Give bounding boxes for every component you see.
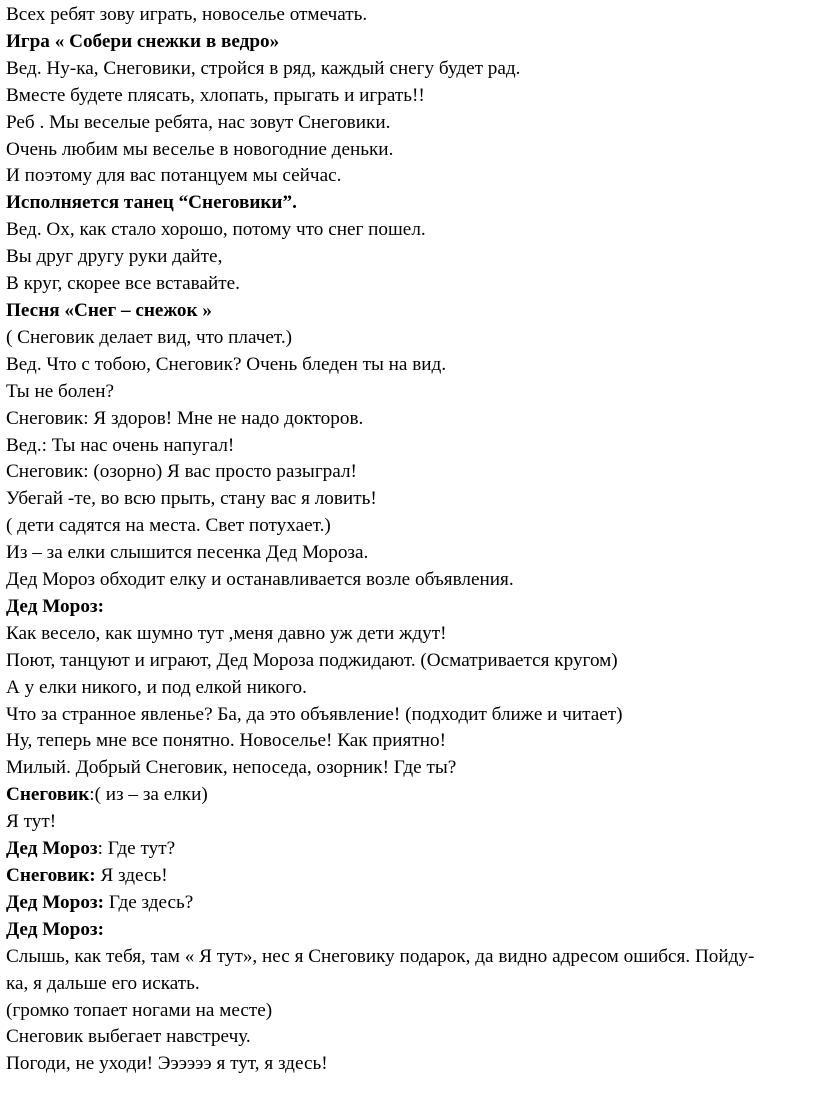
- text-line: Вед. Ох, как стало хорошо, потому что снег пошел.: [6, 219, 426, 241]
- dialogue-line: Снеговик:( из – за елки): [6, 784, 208, 806]
- speaker-name: Снеговик: [6, 784, 90, 806]
- text-line: Снеговик: Я здоров! Мне не надо докторов.: [6, 407, 364, 429]
- text-line: Слышь, как тебя, там « Я тут», нес я Снеговику подарок, да видно адресом ошибся. Пойду-: [6, 945, 755, 967]
- speaker-heading: Дед Мороз:: [6, 595, 105, 617]
- text-line: Реб . Мы веселые ребята, нас зовут Снеговики.: [6, 111, 391, 133]
- text-line: ка, я дальше его искать.: [6, 972, 200, 994]
- text-line: Милый. Добрый Снеговик, непоседа, озорник! Где ты?: [6, 757, 457, 779]
- section-heading: Игра « Собери снежки в ведро»: [6, 30, 280, 52]
- text-line: Снеговик выбегает навстречу.: [6, 1026, 251, 1048]
- speaker-name: Дед Мороз:: [6, 891, 105, 913]
- dialogue-line: Дед Мороз: Где здесь?: [6, 891, 194, 913]
- dialogue-line: Дед Мороз: Где тут?: [6, 838, 176, 860]
- text-line: Погоди, не уходи! Ээээээ я тут, я здесь!: [6, 1053, 328, 1075]
- text-line: Поют, танцуют и играют, Дед Мороза поджидают. (Осматривается кругом): [6, 649, 618, 671]
- dialogue-line: Снеговик: Я здесь!: [6, 865, 168, 886]
- speaker-heading: Дед Мороз:: [6, 918, 105, 940]
- text-line: Вместе будете плясать, хлопать, прыгать и играть!!: [6, 84, 425, 106]
- text-line: Очень любим мы веселье в новогодние деньки.: [6, 138, 394, 160]
- stage-direction: ( дети садятся на места. Свет потухает.): [6, 515, 331, 537]
- text-line: Ты не болен?: [6, 380, 115, 402]
- text-line: Из – за елки слышится песенка Дед Мороза.: [6, 542, 369, 564]
- stage-direction: ( Снеговик делает вид, что плачет.): [6, 326, 293, 348]
- speaker-name: Дед Мороз: [6, 838, 98, 860]
- text-line: Вед. Что с тобою, Снеговик? Очень бледен ты на вид.: [6, 353, 447, 375]
- text-line: И поэтому для вас потанцуем мы сейчас.: [6, 165, 342, 187]
- speaker-name: Снеговик:: [6, 865, 96, 886]
- text-line: Снеговик: (озорно) Я вас просто разыграл!: [6, 461, 357, 483]
- text-line: Вед. Ну-ка, Снеговики, стройся в ряд, каждый снегу будет рад.: [6, 57, 521, 79]
- text-line: Я тут!: [6, 811, 57, 833]
- text-line: Что за странное явленье? Ба, да это объявление! (подходит ближе и читает): [6, 703, 623, 725]
- text-line: Убегай -те, во всю прыть, стану вас я ловить!: [6, 488, 377, 510]
- text-line: Вы друг другу руки дайте,: [6, 246, 223, 268]
- text-line: Ну, теперь мне все понятно. Новоселье! Как приятно!: [6, 730, 446, 752]
- text-line: Дед Мороз обходит елку и останавливается возле объявления.: [6, 569, 514, 591]
- section-heading: Песня «Снег – снежок »: [6, 299, 212, 321]
- text-line: Вед.: Ты нас очень напугал!: [6, 434, 235, 456]
- stage-direction: (громко топает ногами на месте): [6, 999, 273, 1021]
- text-line: А у елки никого, и под елкой никого.: [6, 676, 307, 698]
- text-line: Всех ребят зову играть, новоселье отмечать.: [6, 4, 368, 25]
- text-line: Как весело, как шумно тут ,меня давно уж дети ждут!: [6, 622, 447, 644]
- script-document: [6, 2, 812, 1078]
- section-heading: Исполняется танец “Снеговики”.: [6, 192, 297, 214]
- text-line: В круг, скорее все вставайте.: [6, 273, 240, 295]
